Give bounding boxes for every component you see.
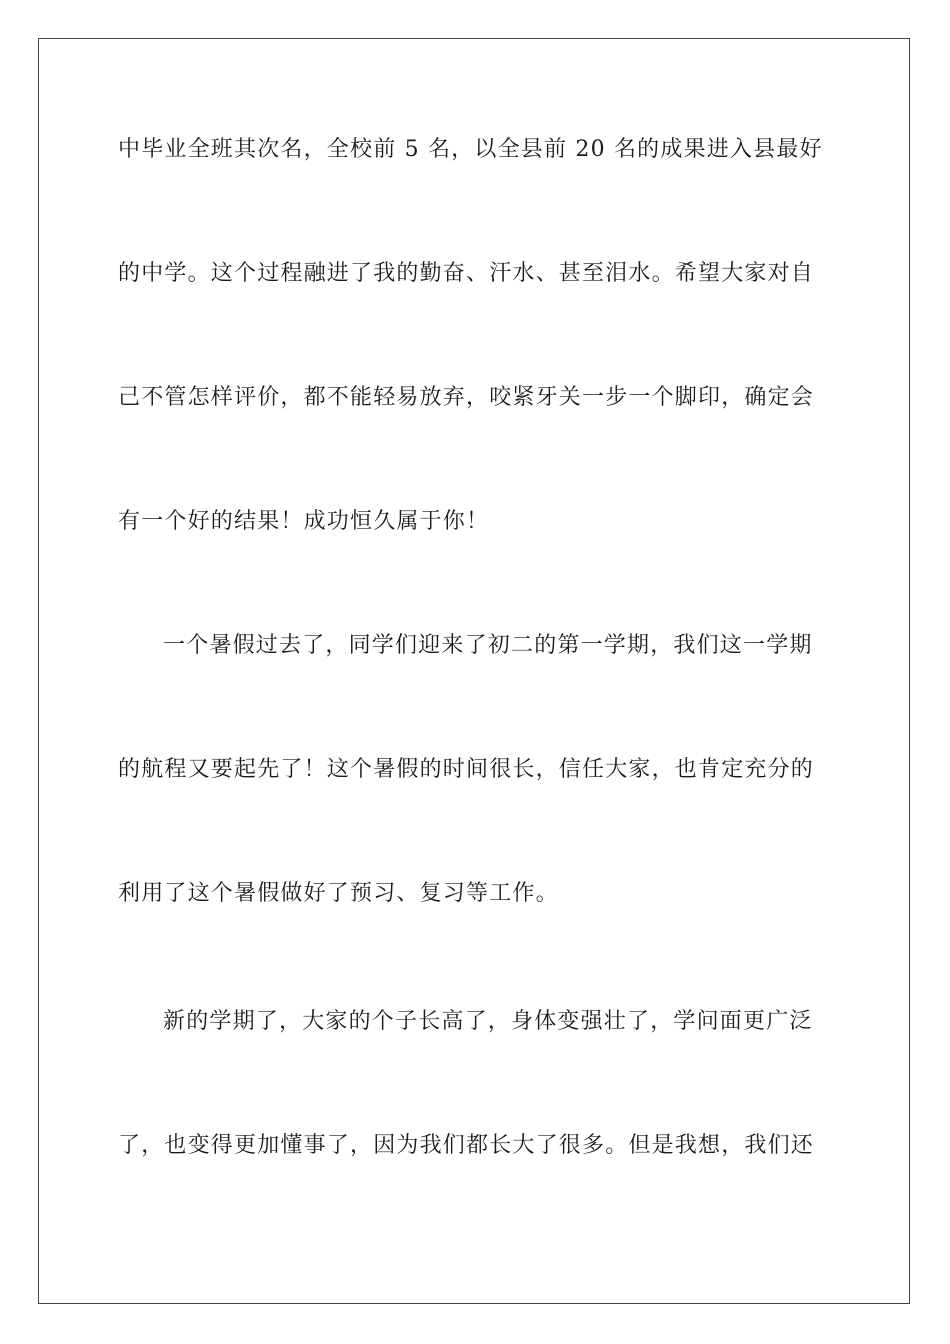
text-line: 的航程又要起先了！这个暑假的时间很长，信任大家，也肯定充分的 [118, 757, 815, 782]
text-line: 己不管怎样评价，都不能轻易放弃，咬紧牙关一步一个脚印，确定会 [118, 385, 815, 410]
text-line: 的中学。这个过程融进了我的勤奋、汗水、甚至泪水。希望大家对自 [118, 261, 815, 286]
text-line: 有一个好的结果！成功恒久属于你！ [118, 509, 490, 534]
text-line: 了，也变得更加懂事了，因为我们都长大了很多。但是我想，我们还 [118, 1133, 815, 1158]
paragraph-first-line: 新的学期了，大家的个子长高了，身体变强壮了，学问面更广泛 [163, 1009, 813, 1034]
text-line: 利用了这个暑假做好了预习、复习等工作。 [118, 881, 559, 906]
page-border [38, 38, 910, 1304]
paragraph-first-line: 一个暑假过去了，同学们迎来了初二的第一学期，我们这一学期 [163, 633, 813, 658]
text-line: 中毕业全班其次名，全校前 5 名，以全县前 20 名的成果进入县最好 [118, 137, 823, 162]
